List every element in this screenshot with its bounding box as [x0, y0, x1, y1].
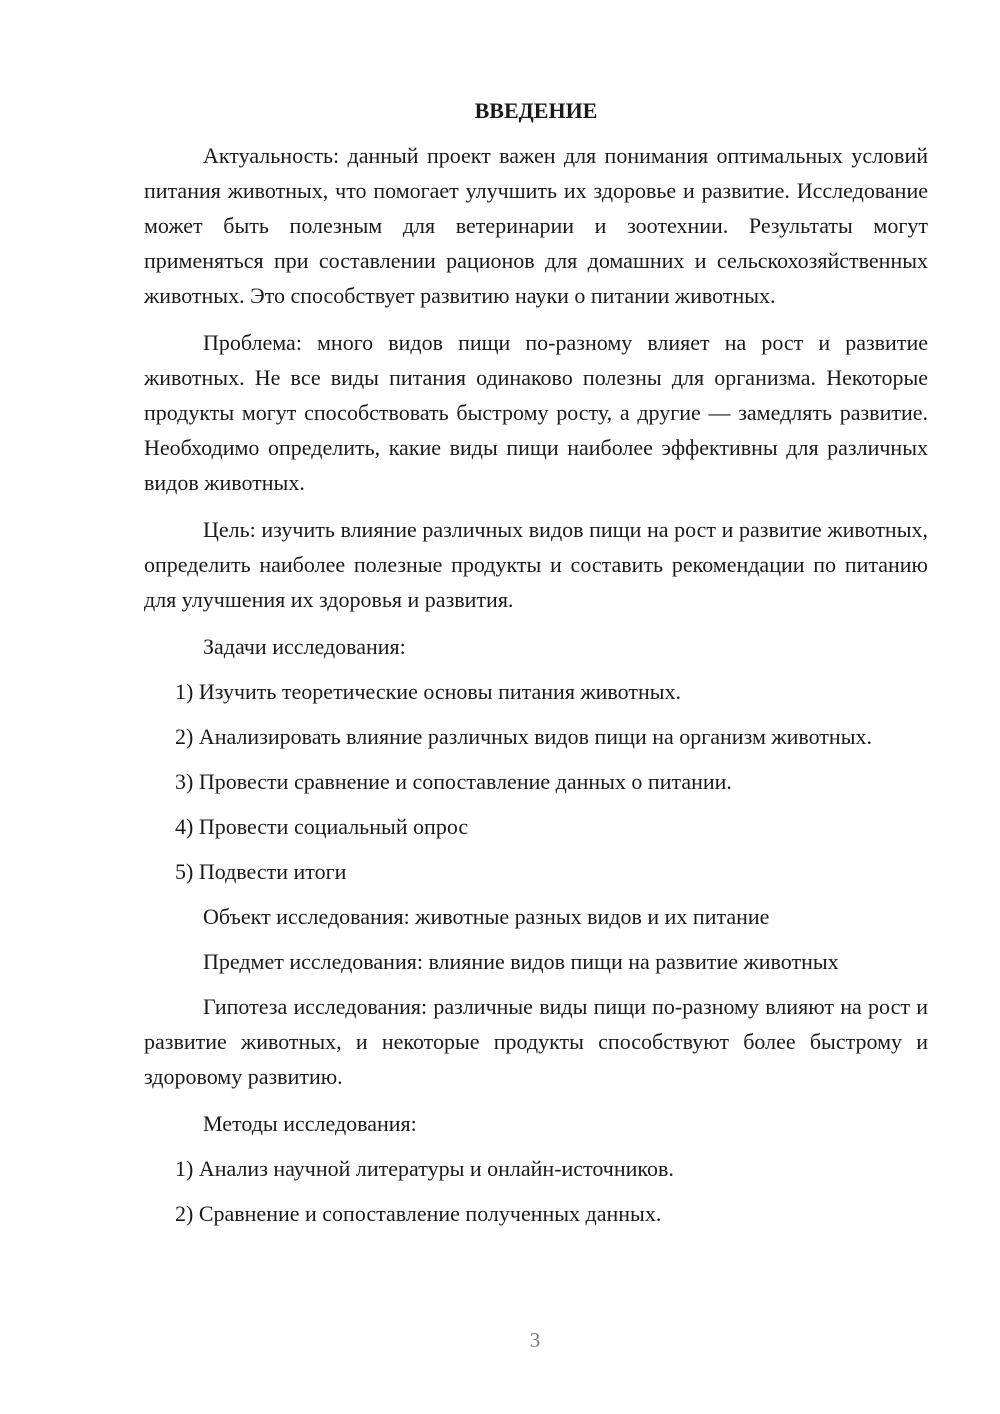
method-item: 2) Сравнение и сопоставление полученных данных.	[175, 1201, 662, 1226]
subject-paragraph: Предмет исследования: влияние видов пищи на развитие животных	[203, 949, 839, 974]
task-item: 4) Провести социальный опрос	[175, 814, 469, 839]
problem-paragraph: Проблема: много видов пищи по-разному влияет на рост и развитие животных. Не все виды питания одинаково полезны для организма. Некоторые продукты могут способствовать быстрому росту, а другие — замедлять развитие. Необходимо определить, какие виды пищи наиболее эффективны для различных видов животных.	[144, 330, 928, 495]
section-heading: ВВЕДЕНИЕ	[474, 98, 598, 123]
task-item: 5) Подвести итоги	[175, 859, 347, 884]
task-item: 3) Провести сравнение и сопоставление данных о питании.	[175, 769, 732, 794]
relevance-paragraph: Актуальность: данный проект важен для понимания оптимальных условий питания животных, что помогает улучшить их здоровье и развитие. Исследование может быть полезным для ветеринарии и зоотехнии. Результаты могут применяться при составлении рационов для домашних и сельскохозяйственных животных. Это способствует развитию науки о питании животных.	[144, 143, 928, 308]
object-paragraph: Объект исследования: животные разных видов и их питание	[203, 904, 770, 929]
tasks-heading: Задачи исследования:	[203, 634, 406, 659]
hypothesis-paragraph: Гипотеза исследования: различные виды пищи по-разному влияют на рост и развитие животных, и некоторые продукты способствуют более быстрому и здоровому развитию.	[144, 994, 928, 1089]
methods-heading: Методы исследования:	[203, 1111, 417, 1136]
page-number: 3	[529, 1328, 541, 1352]
method-item: 1) Анализ научной литературы и онлайн-источников.	[175, 1156, 674, 1181]
task-item: 2) Анализировать влияние различных видов пищи на организм животных.	[175, 724, 872, 749]
goal-paragraph: Цель: изучить влияние различных видов пищи на рост и развитие животных, определить наиболее полезные продукты и составить рекомендации по питанию для улучшения их здоровья и развития.	[144, 517, 928, 612]
document-page	[144, 96, 928, 1241]
task-item: 1) Изучить теоретические основы питания животных.	[175, 679, 682, 704]
